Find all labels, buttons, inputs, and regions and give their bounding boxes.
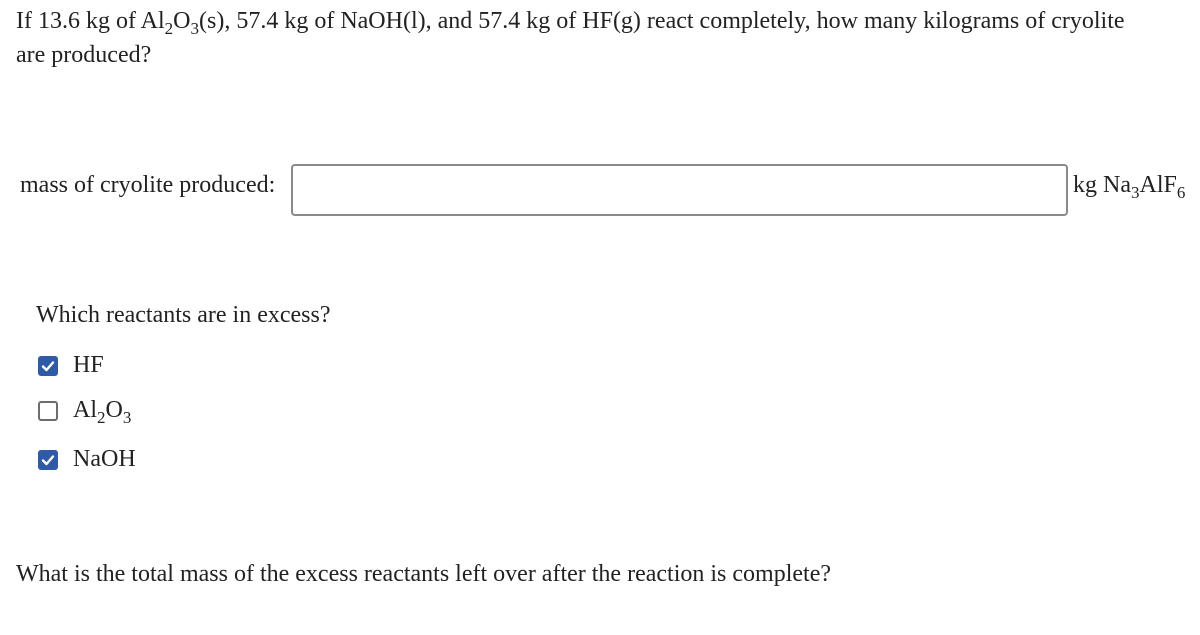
leftover-question: What is the total mass of the excess reactants left over after the reaction is complete? — [16, 561, 831, 587]
excess-question: Which reactants are in excess? — [36, 302, 331, 328]
option-al2o3[interactable] — [38, 397, 132, 427]
option-hf[interactable] — [38, 352, 104, 379]
checkmark-icon — [41, 359, 55, 373]
option-naoh[interactable] — [38, 446, 136, 473]
checkmark-icon — [41, 453, 55, 467]
option-label: HF — [73, 352, 104, 378]
option-label: $Al_2O_3$ — [73, 397, 132, 427]
question-text: If 13.6 kg of $Al_2O_3(s)$, 57.4 kg of NaOH(l), and 57.4 kg of HF(g) react completely, how many kilograms of cryolite are produced? — [16, 8, 1125, 68]
checkbox-al2o3[interactable] — [38, 401, 58, 421]
mass-answer-input[interactable] — [291, 164, 1068, 216]
mass-label: mass of cryolite produced: — [20, 172, 276, 198]
checkbox-hf[interactable] — [38, 356, 58, 376]
checkbox-naoh[interactable] — [38, 450, 58, 470]
mass-unit: kg $Na_3AlF_6$ — [1073, 172, 1186, 202]
option-label: NaOH — [73, 446, 136, 472]
